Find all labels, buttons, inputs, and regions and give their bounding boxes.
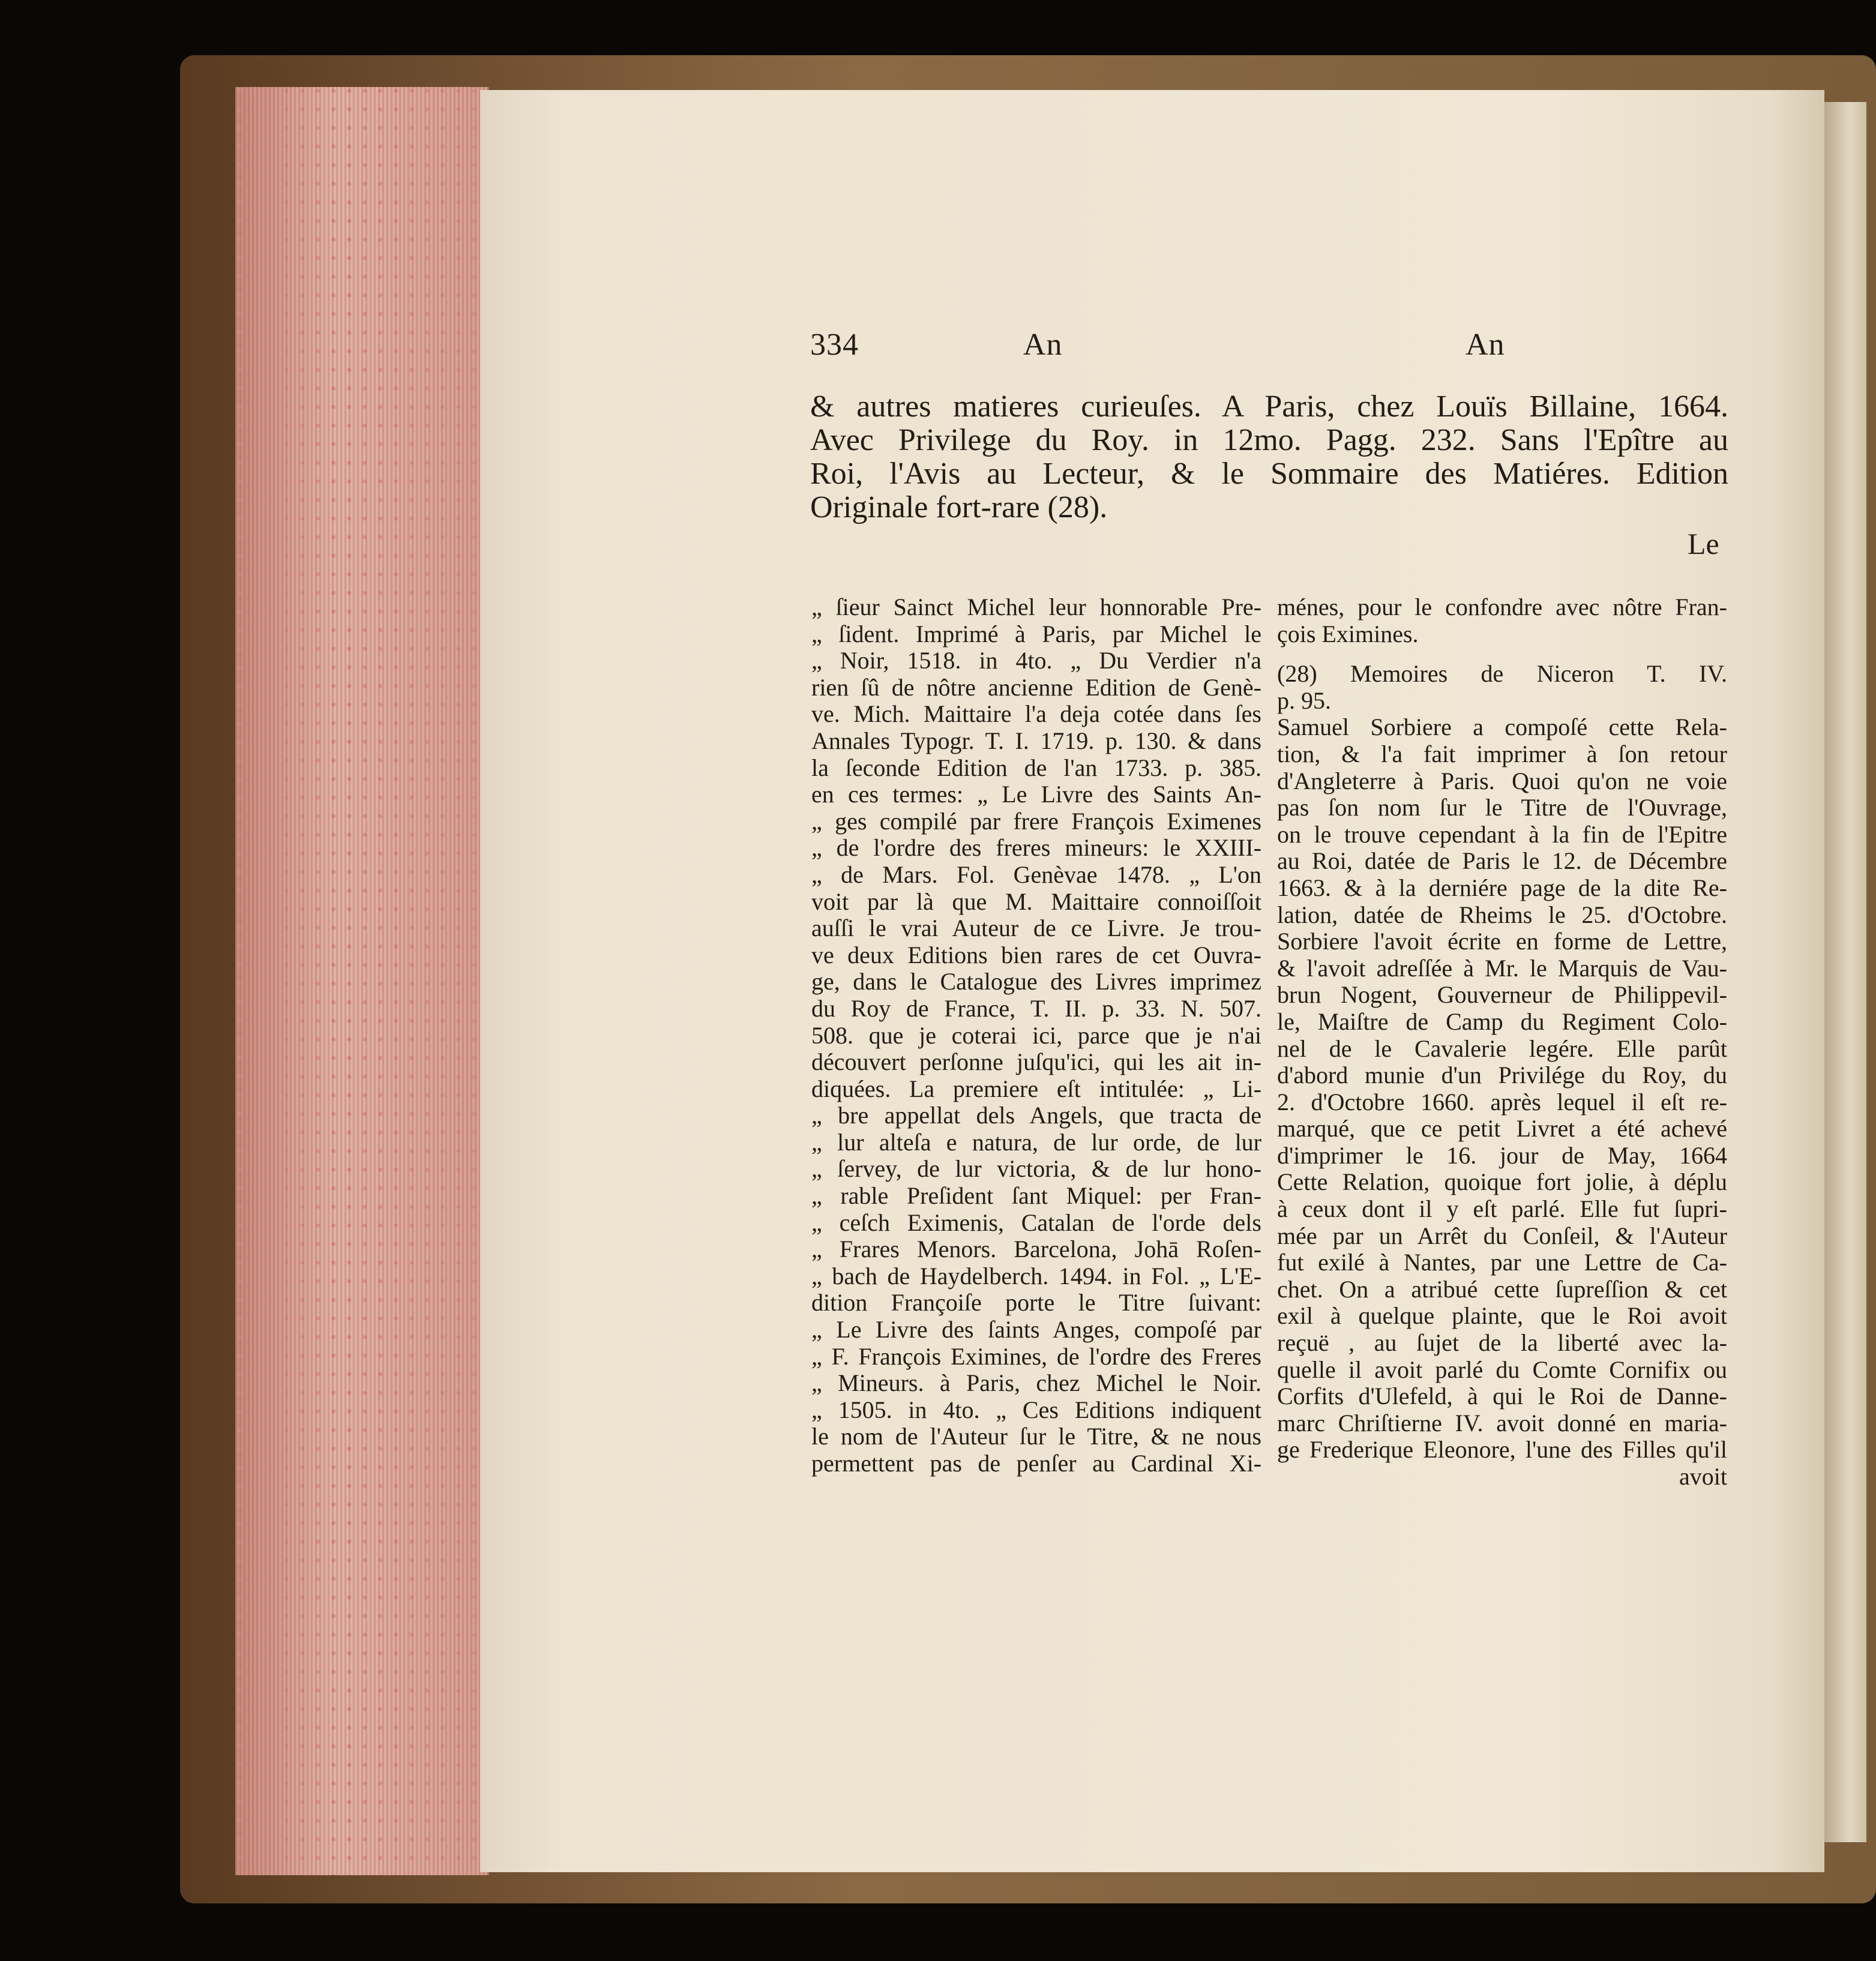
text-line: 1663. & à la derniére page de la dite Re- xyxy=(1277,874,1727,901)
intro-line: Originale fort-rare (28). xyxy=(810,490,1108,524)
text-line: du Roy de France, T. II. p. 33. N. 507. xyxy=(811,994,1261,1022)
text-line: „ 1505. in 4to. „ Ces Editions indiquent xyxy=(811,1396,1261,1423)
text-line: tion, & l'a fait imprimer à ſon retour xyxy=(1277,740,1727,767)
text-line: „ ſervey, de lur victoria, & de lur hono- xyxy=(811,1155,1261,1183)
text-line: „ Noir, 1518. in 4to. „ Du Verdier n'a xyxy=(811,647,1261,674)
text-line: lation, datée de Rheims le 25. d'Octobre. xyxy=(1277,901,1727,928)
intro-line: Avec Privilege du Roy. in 12mo. Pagg. 232. Sans l'Epître au xyxy=(810,423,1728,457)
intro-line: Roi, l'Avis au Lecteur, & le Sommaire des Matiéres. Edition xyxy=(810,457,1728,491)
text-line: fut exilé à Nantes, par une Lettre de Ca- xyxy=(1277,1249,1727,1276)
text-line: „ F. François Eximines, de l'ordre des Freres xyxy=(811,1342,1261,1370)
text-line: pas ſon nom ſur le Titre de l'Ouvrage, xyxy=(1277,794,1727,821)
text-line: „ Mineurs. à Paris, chez Michel le Noir. xyxy=(811,1369,1261,1397)
text-line: la ſeconde Edition de l'an 1733. p. 385. xyxy=(811,754,1261,781)
text-line: „ Le Livre des ſaints Anges, compoſé par xyxy=(811,1316,1261,1344)
text-line: d'imprimer le 16. jour de May, 1664 xyxy=(1277,1141,1727,1169)
text-line: „ ceſch Eximenis, Catalan de l'orde dels xyxy=(811,1209,1261,1236)
text-line: & l'avoit adreſſée à Mr. le Marquis de Vau- xyxy=(1277,954,1727,982)
text-line: découvert perſonne juſqu'ici, qui les ait in- xyxy=(811,1048,1261,1076)
running-head-right: An xyxy=(1466,328,1505,362)
text-line: „ de l'ordre des freres mineurs: le XXIII- xyxy=(811,834,1261,862)
text-line: „ ſieur Sainct Michel leur honnorable Pre- xyxy=(811,593,1261,620)
text-line: „ lur alteſa e natura, de lur orde, de lur xyxy=(811,1128,1261,1156)
text-line: ménes, pour le confondre avec nôtre Fran- xyxy=(1277,593,1727,620)
text-line: auſſi le vrai Auteur de ce Livre. Je trou- xyxy=(811,914,1261,942)
text-line: en ces termes: „ Le Livre des Saints An- xyxy=(811,781,1261,808)
text-line: Samuel Sorbiere a compoſé cette Rela- xyxy=(1277,713,1727,741)
text-line: çois Eximines. xyxy=(1277,620,1419,647)
text-line: diquées. La premiere eſt intitulée: „ Li- xyxy=(811,1075,1261,1102)
text-line: dition Françoiſe porte le Titre ſuivant: xyxy=(811,1289,1261,1317)
text-line: „ bre appellat dels Angels, que tracta de xyxy=(811,1102,1261,1129)
text-line: ge Frederique Eleonore, l'une des Filles qu'il xyxy=(1277,1436,1727,1464)
text-line: „ de Mars. Fol. Genèvae 1478. „ L'on xyxy=(811,860,1261,888)
book-page xyxy=(480,90,1824,1872)
text-line: mée par un Arrêt du Conſeil, & l'Auteur xyxy=(1277,1222,1727,1249)
text-line: nel de le Cavalerie legére. Elle parût xyxy=(1277,1035,1727,1062)
page-number: 334 xyxy=(810,328,859,362)
text-line: exil à quelque plainte, que le Roi avoit xyxy=(1277,1302,1727,1330)
text-line: Sorbiere l'avoit écrite en forme de Lettre, xyxy=(1277,928,1727,955)
text-line: au Roi, datée de Paris le 12. de Décembre xyxy=(1277,847,1727,875)
text-line: le nom de l'Auteur ſur le Titre, & ne nous xyxy=(811,1423,1261,1450)
right-column xyxy=(1277,594,1727,1491)
text-line: Cette Relation, quoique fort jolie, à déplu xyxy=(1277,1168,1727,1196)
footnote-line: p. 95. xyxy=(1277,686,1331,714)
catchword-bottom: avoit xyxy=(1679,1463,1727,1490)
left-column xyxy=(811,594,1261,1477)
text-line: reçuë , au ſujet de la liberté avec la- xyxy=(1277,1329,1727,1357)
page-block-edge xyxy=(235,87,489,1875)
text-line: marc Chriſtierne IV. avoit donné en maria- xyxy=(1277,1409,1727,1437)
text-line: „ Frares Menors. Barcelona, Johā Roſen- xyxy=(811,1236,1261,1263)
text-line: on le trouve cependant à la fin de l'Epitre xyxy=(1277,820,1727,848)
text-line: chet. On a atribué cette ſupreſſion & cet xyxy=(1277,1275,1727,1303)
text-line: „ bach de Haydelberch. 1494. in Fol. „ L'E- xyxy=(811,1262,1261,1290)
intro-line: & autres matieres curieuſes. A Paris, chez Louïs Billaine, 1664. xyxy=(810,389,1728,424)
facing-page-edge xyxy=(1824,102,1866,1842)
text-line: marqué, que ce petit Livret a été achevé xyxy=(1277,1115,1727,1143)
catchword-top: Le xyxy=(1688,527,1719,560)
text-line: permettent pas de penſer au Cardinal Xi- xyxy=(811,1450,1261,1477)
text-line: à ceux dont il y eſt parlé. Elle fut ſupri- xyxy=(1277,1195,1727,1223)
text-line: „ rable Preſident ſant Miquel: per Fran- xyxy=(811,1182,1261,1210)
running-head-left: An xyxy=(1023,328,1063,362)
text-line: ve. Mich. Maittaire l'a deja cotée dans ſes xyxy=(811,700,1261,728)
text-line: ve deux Editions bien rares de cet Ouvra- xyxy=(811,941,1261,968)
text-line: „ ges compilé par frere François Eximenes xyxy=(811,807,1261,835)
text-line: quelle il avoit parlé du Comte Cornifix ou xyxy=(1277,1356,1727,1383)
text-line: 508. que je coterai ici, parce que je n'ai xyxy=(811,1021,1261,1049)
footnote-line: (28) Memoires de Niceron T. IV. xyxy=(1277,660,1727,688)
text-line: d'Angleterre à Paris. Quoi qu'on ne voie xyxy=(1277,767,1727,794)
intro-paragraph xyxy=(810,390,1728,524)
text-line: d'abord munie d'un Privilége du Roy, du xyxy=(1277,1062,1727,1089)
text-line: rien ſû de nôtre ancienne Edition de Genè- xyxy=(811,673,1261,701)
text-line: le, Maiſtre de Camp du Regiment Colo- xyxy=(1277,1008,1727,1035)
text-line: Annales Typogr. T. I. 1719. p. 130. & dans xyxy=(811,727,1261,754)
text-line: brun Nogent, Gouverneur de Philippevil- xyxy=(1277,981,1727,1009)
text-line: 2. d'Octobre 1660. après lequel il eſt re- xyxy=(1277,1088,1727,1116)
text-line: „ ſident. Imprimé à Paris, par Michel le xyxy=(811,620,1261,647)
text-line: voit par là que M. Maittaire connoiſſoit xyxy=(811,887,1261,915)
text-line: Corfits d'Ulefeld, à qui le Roi de Danne- xyxy=(1277,1383,1727,1410)
text-line: ge, dans le Catalogue des Livres imprimez xyxy=(811,968,1261,996)
